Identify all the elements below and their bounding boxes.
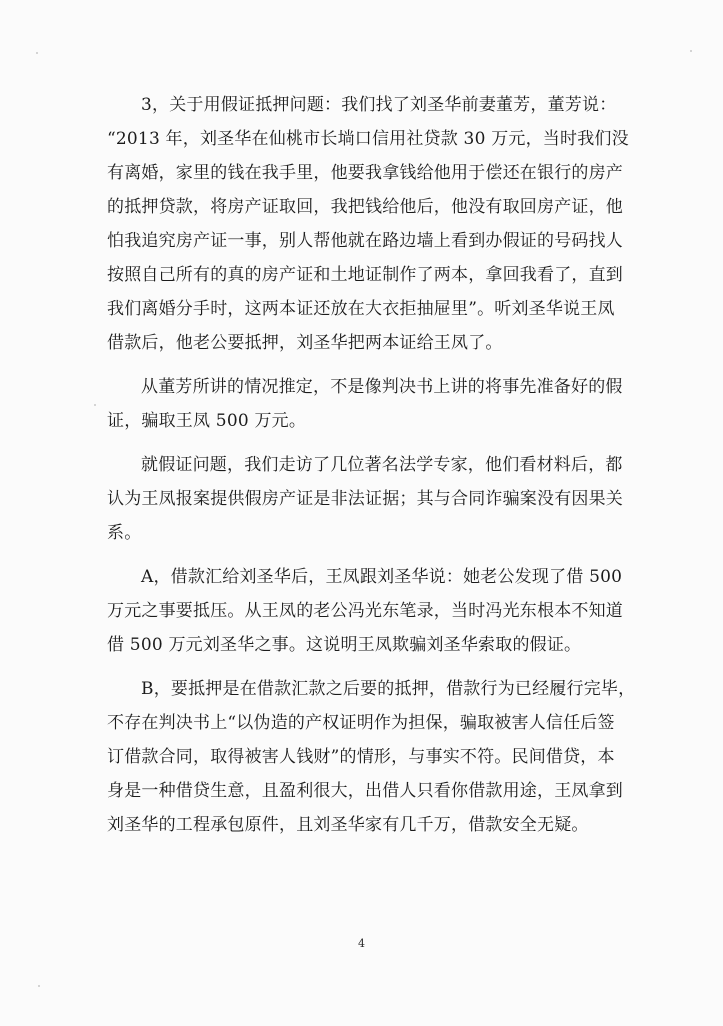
paragraph	[107, 672, 636, 842]
scan-speck	[94, 404, 96, 406]
text-line: 从董芳所讲的情况推定，不是像判决书上讲的将事先准备好的假	[141, 377, 623, 397]
text-line: A，借款汇给刘圣华后，王凤跟刘圣华说：她老公发现了借 500	[141, 567, 623, 587]
scan-speck	[38, 985, 40, 987]
text-line: 3，关于用假证抵押问题：我们找了刘圣华前妻董芳，董芳说：	[141, 95, 617, 115]
text-line: 借 500 万元刘圣华之事。这说明王凤欺骗刘圣华索取的假证。	[107, 635, 582, 655]
text-line: 订借款合同，取得被害人钱财”的情形，与事实不符。民间借贷，本	[107, 747, 615, 767]
text-line: 证，骗取王凤 500 万元。	[107, 411, 307, 431]
text-line: 认为王凤报案提供假房产证是非法证据；其与合同诈骗案没有因果关	[107, 489, 623, 509]
text-line: 按照自己所有的真的房产证和土地证制作了两本，拿回我看了，直到	[107, 265, 623, 285]
text-line: 万元之事要抵压。从王凤的老公冯光东笔录，当时冯光东根本不知道	[107, 601, 623, 621]
scan-speck	[36, 52, 38, 54]
text-line: 我们离婚分手时，这两本证还放在大衣拒抽屉里”。听刘圣华说王凤	[107, 299, 615, 319]
text-line: 的抵押贷款，将房产证取回，我把钱给他后，他没有取回房产证，他	[107, 197, 623, 217]
text-line: 身是一种借贷生意，且盈利很大，出借人只看你借款用途，王凤拿到	[107, 781, 623, 801]
page-number: 4	[358, 937, 365, 950]
text-line: 借款后，他老公要抵押，刘圣华把两本证给王凤了。	[107, 333, 503, 353]
paragraph	[107, 88, 627, 360]
document-body	[107, 88, 636, 842]
text-line: 系。	[107, 523, 142, 543]
paragraph	[107, 448, 627, 550]
paragraph	[107, 560, 627, 662]
scan-speck	[690, 50, 692, 52]
text-line: “2013 年，刘圣华在仙桃市长埫口信用社贷款 30 万元，当时我们没	[107, 129, 629, 149]
text-line: 就假证问题，我们走访了几位著名法学专家，他们看材料后，都	[141, 455, 623, 475]
text-line: 有离婚，家里的钱在我手里，他要我拿钱给他用于偿还在银行的房产	[107, 163, 623, 183]
text-line: B，要抵押是在借款汇款之后要的抵押，借款行为已经履行完毕，	[141, 679, 636, 699]
text-line: 不存在判决书上“以伪造的产权证明作为担保，骗取被害人信任后签	[107, 713, 615, 733]
text-line: 怕我追究房产证一事，别人帮他就在路边墙上看到办假证的号码找人	[107, 231, 623, 251]
paragraph	[107, 370, 627, 438]
text-line: 刘圣华的工程承包原件，且刘圣华家有几千万，借款安全无疑。	[107, 815, 589, 835]
